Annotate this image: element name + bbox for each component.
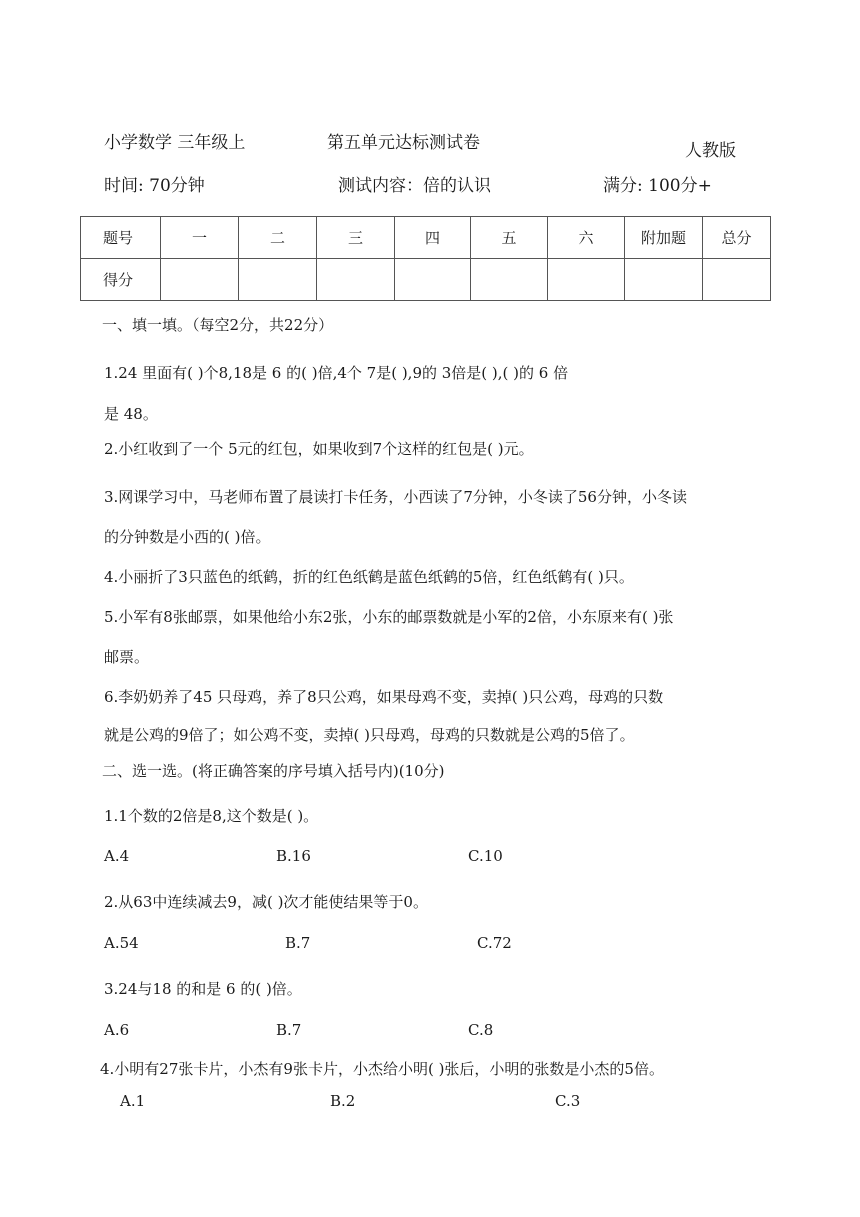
q3-option-b: B.7: [276, 1021, 302, 1039]
q3-option-c: C.8: [468, 1021, 494, 1039]
q3-option-a: A.6: [104, 1021, 130, 1039]
q4-option-a: A.1: [120, 1092, 146, 1110]
score-cell: [471, 259, 548, 301]
q1-option-b: B.16: [276, 847, 311, 865]
score-cell: [317, 259, 395, 301]
q2-option-b: B.7: [285, 934, 311, 952]
table-header-cell: 六: [548, 217, 625, 259]
score-table-header-row: [81, 217, 771, 259]
time-limit: 时间: 70分钟: [104, 176, 205, 196]
score-cell: [625, 259, 703, 301]
table-header-cell: 四: [395, 217, 471, 259]
s1-line-9: 6.李奶奶养了45 只母鸡，养了8只公鸡，如果母鸡不变，卖掉( )只公鸡，母鸡的只数: [104, 688, 664, 706]
s1-line-10: 就是公鸡的9倍了；如公鸡不变，卖掉( )只母鸡，母鸡的只数就是公鸡的5倍了。: [104, 726, 635, 744]
table-header-cell: 一: [161, 217, 239, 259]
full-score: 满分: 100分+: [603, 176, 712, 196]
s1-line-3: 2.小红收到了一个 5元的红包，如果收到7个这样的红包是( )元。: [104, 440, 534, 458]
section1-title: 一、填一填。（每空2分，共22分）: [102, 316, 334, 334]
q1-option-c: C.10: [468, 847, 503, 865]
table-header-cell: 三: [317, 217, 395, 259]
s1-line-6: 4.小丽折了3只蓝色的纸鹤，折的红色纸鹤是蓝色纸鹤的5倍，红色纸鹤有( )只。: [104, 568, 634, 586]
edition-label: 人教版: [685, 141, 736, 161]
s1-line-7: 5.小军有8张邮票，如果他给小东2张，小东的邮票数就是小军的2倍，小东原来有( )张: [104, 608, 674, 626]
score-row-label: 得分: [81, 259, 161, 301]
table-header-cell: 五: [471, 217, 548, 259]
s1-line-4: 3.网课学习中，马老师布置了晨读打卡任务，小西读了7分钟，小冬读了56分钟，小冬读: [104, 488, 687, 506]
q2-option-c: C.72: [477, 934, 512, 952]
q3-text: 3.24与18 的和是 6 的( )倍。: [104, 980, 302, 998]
s1-line-5: 的分钟数是小西的( )倍。: [104, 528, 271, 546]
q2-option-a: A.54: [104, 934, 139, 952]
score-cell: [161, 259, 239, 301]
test-content: 测试内容：倍的认识: [338, 176, 491, 196]
table-header-cell: 总分: [703, 217, 771, 259]
table-header-cell: 二: [239, 217, 317, 259]
q4-option-b: B.2: [330, 1092, 356, 1110]
section2-title: 二、选一选。(将正确答案的序号填入括号内)(10分): [102, 762, 445, 780]
score-table: [80, 216, 771, 301]
s1-line-2: 是 48。: [104, 405, 158, 423]
q4-option-c: C.3: [555, 1092, 581, 1110]
unit-title: 第五单元达标测试卷: [327, 133, 480, 153]
score-cell: [239, 259, 317, 301]
s1-line-8: 邮票。: [104, 648, 150, 666]
table-header-cell: 附加题: [625, 217, 703, 259]
s1-line-1: 1.24 里面有( )个8,18是 6 的( )倍,4个 7是( ),9的 3倍是( ),( )的 6 倍: [104, 364, 569, 382]
score-cell: [548, 259, 625, 301]
score-cell: [703, 259, 771, 301]
q4-text: 4.小明有27张卡片，小杰有9张卡片，小杰给小明( )张后，小明的张数是小杰的5倍。: [100, 1060, 664, 1078]
q1-text: 1.1个数的2倍是8,这个数是( )。: [104, 807, 319, 825]
q1-option-a: A.4: [104, 847, 130, 865]
subject-grade: 小学数学 三年级上: [104, 133, 246, 153]
score-table-score-row: [81, 259, 771, 301]
q2-text: 2.从63中连续减去9，减( )次才能使结果等于0。: [104, 893, 428, 911]
table-header-cell: 题号: [81, 217, 161, 259]
score-cell: [395, 259, 471, 301]
